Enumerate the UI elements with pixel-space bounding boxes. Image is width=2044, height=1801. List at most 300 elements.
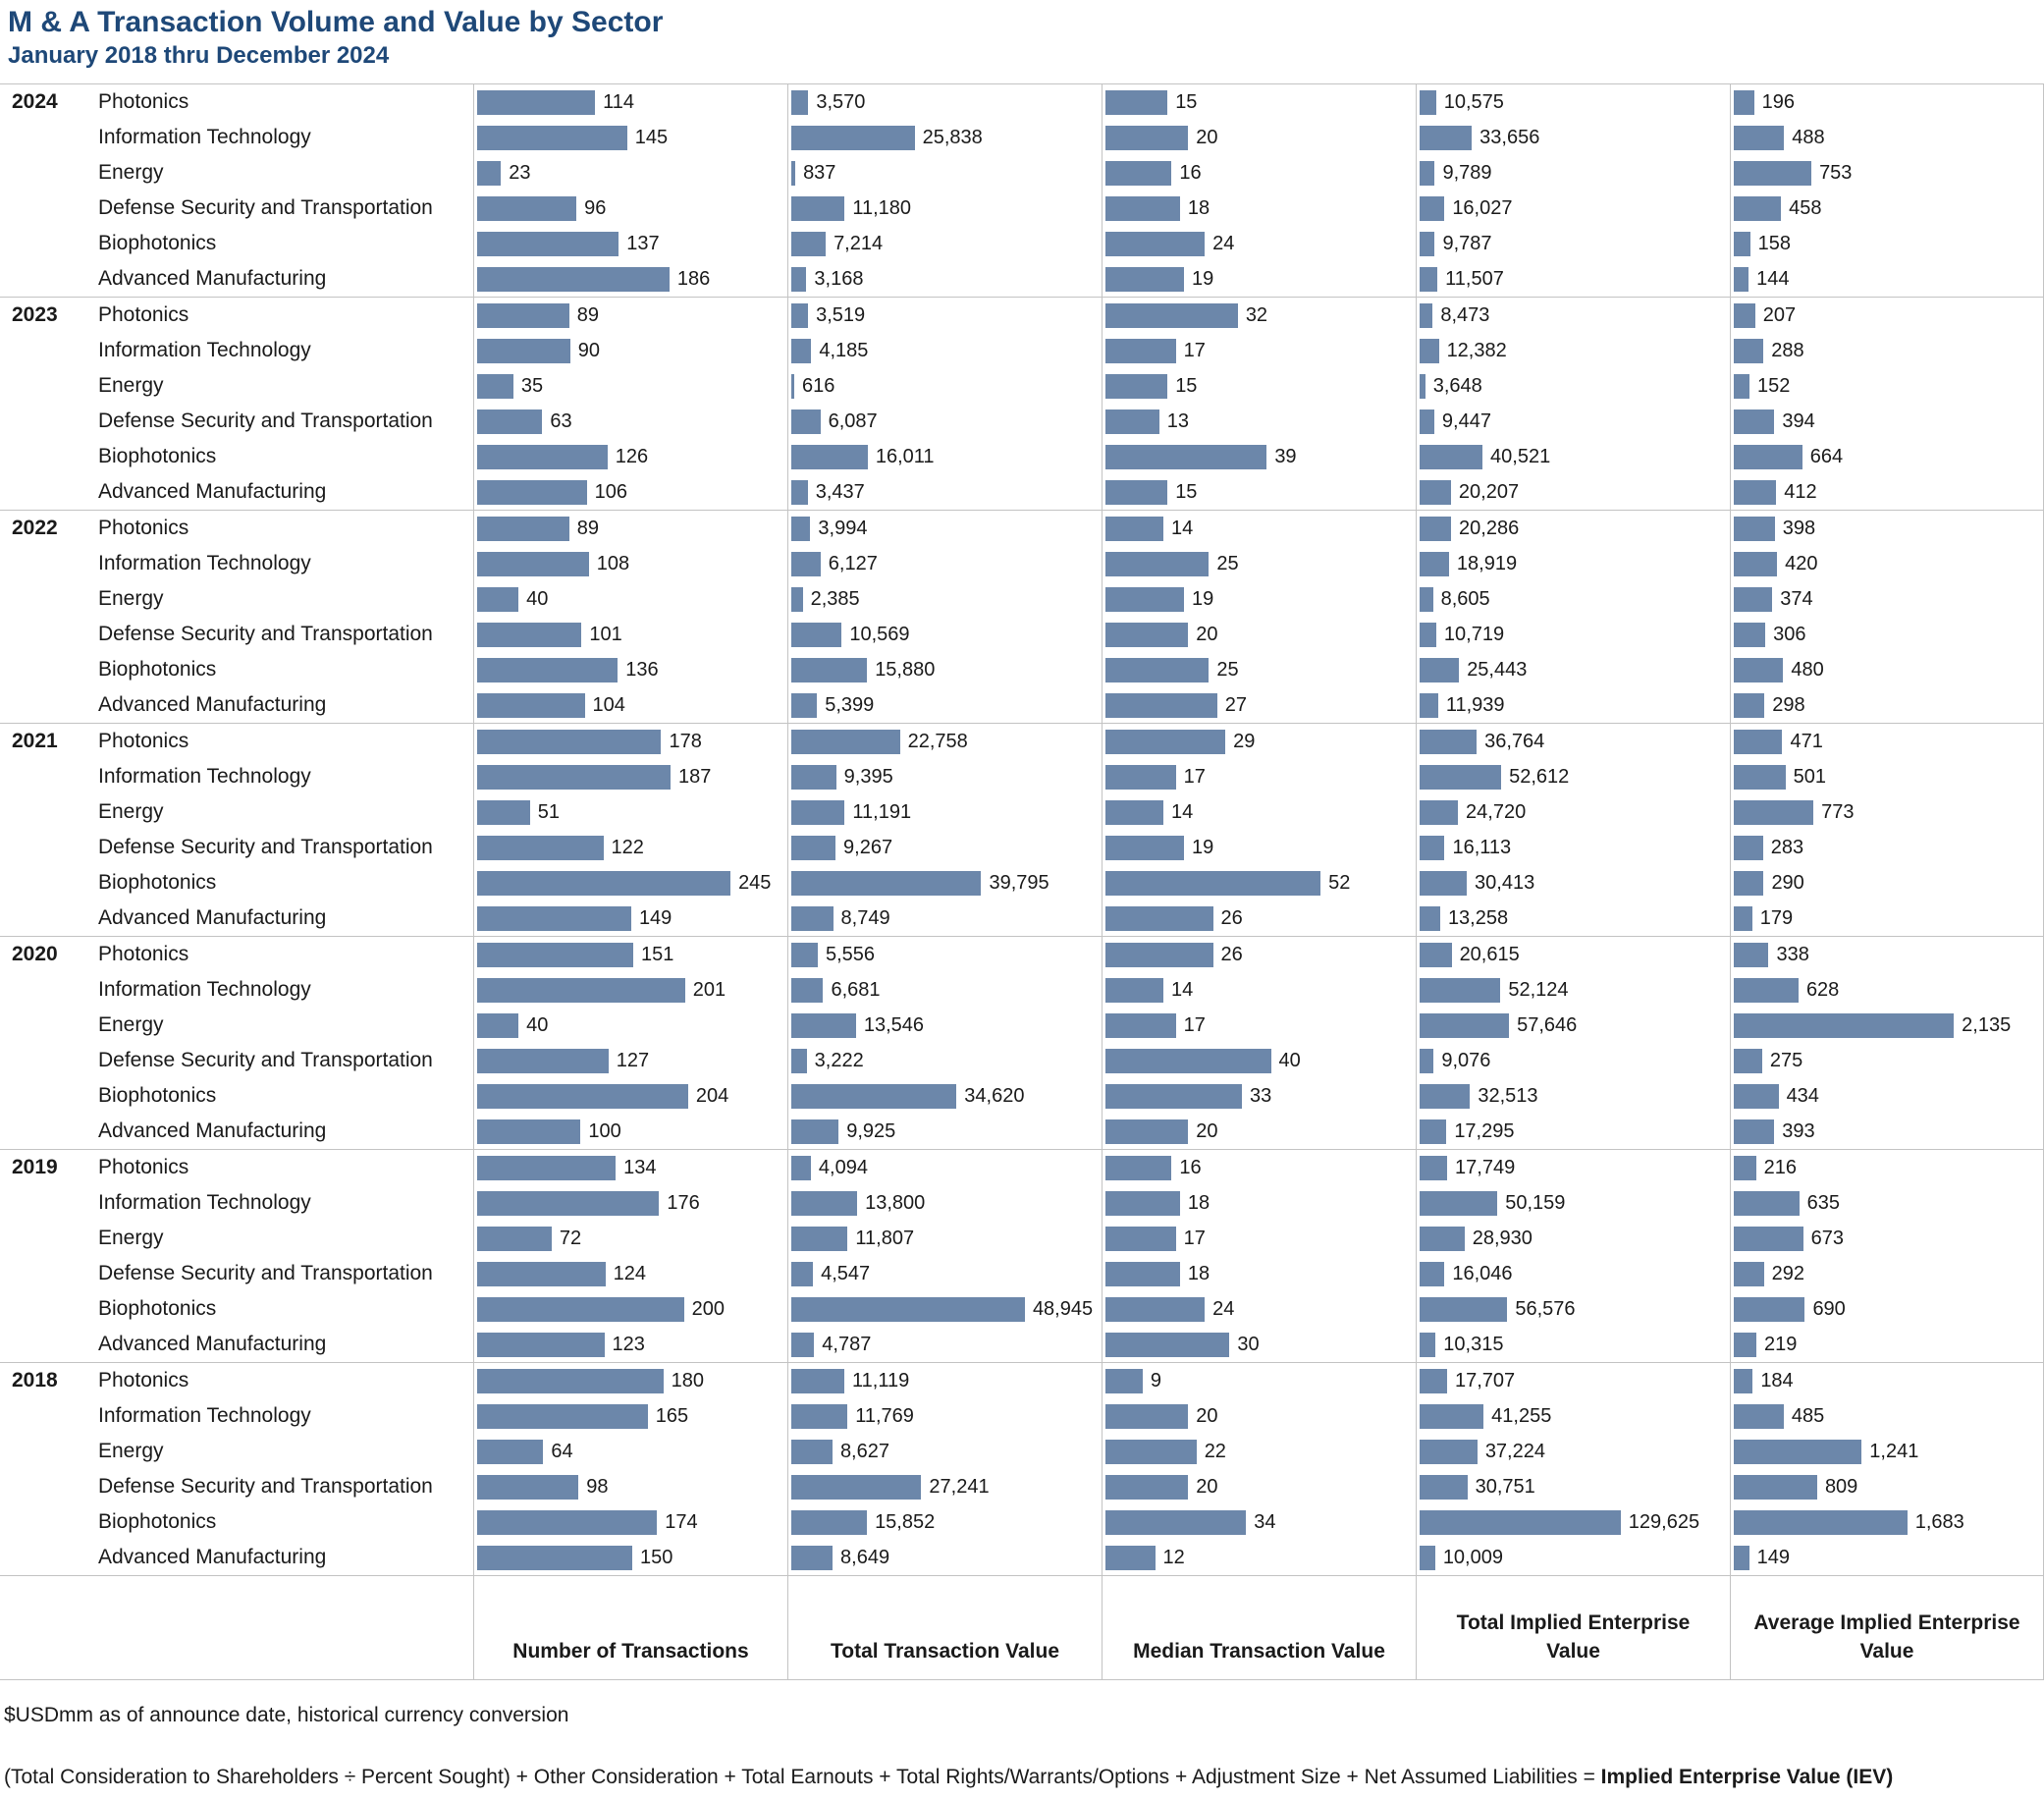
bar	[1105, 587, 1184, 612]
sector-label: Advanced Manufacturing	[98, 267, 327, 290]
metric-panel-cell	[473, 546, 787, 581]
bar	[1105, 267, 1184, 292]
bar-value-label: 5,556	[826, 943, 876, 965]
bar-value-label: 10,719	[1443, 623, 1505, 645]
sector-label: Biophotonics	[98, 232, 217, 254]
chart-row	[0, 1363, 2044, 1398]
bar-value-label: 20	[1196, 1475, 1218, 1498]
year-label: 2018	[12, 1369, 58, 1392]
bar-value-label: 11,939	[1445, 693, 1505, 716]
metric-panel-cell	[1416, 191, 1730, 226]
metric-panel-cell	[1730, 724, 2044, 759]
bar	[477, 693, 585, 718]
bar	[477, 1404, 648, 1429]
bar	[1734, 1119, 1774, 1144]
bar-value-label: 292	[1771, 1262, 1805, 1284]
bar-value-label: 2,135	[1962, 1013, 2012, 1036]
metric-panel-cell	[1102, 759, 1416, 794]
metric-panel-cell	[1102, 261, 1416, 297]
bar-value-label: 283	[1770, 836, 1804, 858]
bar-value-label: 4,787	[822, 1333, 872, 1355]
metric-panel-cell	[1416, 333, 1730, 368]
bar-value-label: 114	[603, 90, 634, 113]
bar-value-label: 9,789	[1442, 161, 1492, 184]
bar	[1734, 906, 1752, 931]
bar-value-label: 17,707	[1454, 1369, 1516, 1392]
bar	[791, 552, 821, 576]
bar-value-label: 15,880	[875, 658, 936, 681]
bar	[477, 1369, 664, 1393]
metric-panel-cell	[1102, 581, 1416, 617]
metric-panel-cell	[1102, 298, 1416, 333]
bar-value-label: 25	[1216, 552, 1239, 574]
metric-panel-cell	[1102, 617, 1416, 652]
bar-value-label: 100	[588, 1119, 621, 1142]
metric-panel-cell	[787, 1363, 1102, 1398]
metric-panel-cell	[1730, 1114, 2044, 1149]
bar-value-label: 32	[1245, 303, 1268, 326]
metric-panel-cell	[473, 581, 787, 617]
bar	[1420, 943, 1452, 967]
bar-value-label: 9,395	[843, 765, 893, 788]
bar	[1734, 517, 1775, 541]
bar-value-label: 11,119	[852, 1369, 910, 1392]
bar	[791, 1119, 838, 1144]
bar-value-label: 25,443	[1467, 658, 1528, 681]
chart-grid	[0, 83, 2044, 1680]
year-block-2018	[0, 1363, 2044, 1576]
bar	[1734, 552, 1777, 576]
bar-value-label: 6,681	[831, 978, 881, 1001]
bar-value-label: 18,919	[1456, 552, 1518, 574]
bar-value-label: 6,127	[828, 552, 878, 574]
metric-header-cell	[473, 1576, 787, 1679]
metric-panel-cell	[1102, 724, 1416, 759]
metric-panel-cell	[787, 900, 1102, 936]
metric-panel-cell	[787, 298, 1102, 333]
bar-value-label: 98	[586, 1475, 609, 1498]
bar-value-label: 176	[667, 1191, 700, 1214]
year-block-2022	[0, 511, 2044, 724]
bar	[477, 1475, 578, 1500]
sector-label: Information Technology	[98, 978, 311, 1001]
chart-row	[0, 1469, 2044, 1504]
bar-value-label: 15	[1175, 90, 1198, 113]
bar-value-label: 13	[1166, 409, 1190, 432]
metric-panel-cell	[1730, 1256, 2044, 1291]
sector-label: Energy	[98, 1227, 164, 1249]
bar-value-label: 809	[1824, 1475, 1858, 1498]
metric-panel-cell	[1102, 1504, 1416, 1540]
sector-label: Information Technology	[98, 1404, 311, 1427]
metric-panel-cell	[1730, 1185, 2044, 1221]
metric-panel-cell	[473, 191, 787, 226]
bar-value-label: 398	[1782, 517, 1816, 539]
bar	[477, 90, 595, 115]
metric-panel-cell	[1102, 155, 1416, 191]
metric-panel-cell	[1730, 687, 2044, 723]
bar	[791, 1369, 844, 1393]
bar-value-label: 17	[1183, 1227, 1206, 1249]
chart-row	[0, 333, 2044, 368]
sector-label: Advanced Manufacturing	[98, 693, 327, 716]
metric-panel-cell	[1730, 794, 2044, 830]
year-block-2019	[0, 1150, 2044, 1363]
bar	[1420, 196, 1444, 221]
bar-value-label: 471	[1790, 730, 1823, 752]
bar	[791, 730, 900, 754]
bar	[477, 267, 670, 292]
bar-value-label: 773	[1821, 800, 1855, 823]
bar-value-label: 3,168	[814, 267, 864, 290]
metric-panel-cell	[1416, 972, 1730, 1008]
sector-label: Defense Security and Transportation	[98, 409, 433, 432]
bar	[1420, 1546, 1435, 1570]
metric-panel-cell	[1102, 865, 1416, 900]
sector-label: Advanced Manufacturing	[98, 1546, 327, 1568]
bar	[1105, 871, 1320, 896]
sector-label: Defense Security and Transportation	[98, 836, 433, 858]
bar-value-label: 127	[616, 1049, 650, 1071]
metric-panel-cell	[1730, 261, 2044, 297]
chart-row	[0, 1150, 2044, 1185]
metric-panel-cell	[787, 155, 1102, 191]
bar-value-label: 6,087	[828, 409, 878, 432]
metric-panel-cell	[787, 1078, 1102, 1114]
bar-value-label: 30,413	[1475, 871, 1535, 894]
metric-panel-cell	[1102, 191, 1416, 226]
bar	[1105, 1049, 1271, 1073]
metric-panel-cell	[1102, 511, 1416, 546]
bar-value-label: 14	[1170, 978, 1194, 1001]
bar-value-label: 122	[611, 836, 644, 858]
bar-value-label: 16	[1179, 161, 1202, 184]
metric-panel-cell	[787, 724, 1102, 759]
metric-panel-cell	[473, 687, 787, 723]
bar-value-label: 9,447	[1441, 409, 1491, 432]
bar-value-label: 9,267	[843, 836, 893, 858]
bar-value-label: 480	[1791, 658, 1824, 681]
metric-panel-cell	[1730, 333, 2044, 368]
bar-value-label: 17	[1183, 1013, 1206, 1036]
bar	[1420, 978, 1500, 1003]
metric-panel-cell	[473, 794, 787, 830]
bar-value-label: 22,758	[907, 730, 968, 752]
bar-value-label: 179	[1759, 906, 1794, 929]
metric-panel-cell	[1730, 1469, 2044, 1504]
chart-row	[0, 865, 2044, 900]
metric-panel-cell	[1416, 865, 1730, 900]
metric-panel-cell	[787, 191, 1102, 226]
bar	[1420, 1119, 1446, 1144]
bar-value-label: 56,576	[1515, 1297, 1576, 1320]
bar-value-label: 40	[1278, 1049, 1301, 1071]
footnote-formula-bold: Implied Enterprise Value (IEV)	[1600, 1766, 1894, 1788]
bar-value-label: 27	[1224, 693, 1247, 716]
metric-panel-cell	[1730, 84, 2044, 120]
metric-panel-cell	[1102, 226, 1416, 261]
bar	[791, 1156, 811, 1180]
bar-value-label: 374	[1780, 587, 1813, 610]
sector-label: Energy	[98, 1440, 164, 1462]
bar	[791, 1510, 867, 1535]
bar-value-label: 4,185	[819, 339, 869, 361]
bar-value-label: 18	[1187, 1262, 1210, 1284]
bar-value-label: 306	[1773, 623, 1806, 645]
bar-value-label: 12	[1162, 1546, 1185, 1568]
bar-value-label: 50,159	[1505, 1191, 1566, 1214]
bar	[791, 1013, 856, 1038]
sector-label: Information Technology	[98, 765, 311, 788]
metric-panel-cell	[473, 652, 787, 687]
bar-value-label: 72	[559, 1227, 582, 1249]
bar-value-label: 434	[1786, 1084, 1819, 1107]
bar-value-label: 26	[1220, 943, 1243, 965]
metric-panel-cell	[473, 404, 787, 439]
bar-value-label: 20,615	[1459, 943, 1520, 965]
bar-value-label: 52,124	[1508, 978, 1569, 1001]
bar-value-label: 20	[1196, 623, 1218, 645]
bar	[791, 339, 811, 363]
metric-panel-cell	[1102, 794, 1416, 830]
year-column-spacer	[0, 1576, 90, 1679]
bar-value-label: 126	[615, 445, 649, 467]
metric-panel-cell	[1416, 1078, 1730, 1114]
bar	[1734, 1333, 1756, 1357]
metric-panel-cell	[473, 298, 787, 333]
bar	[791, 1440, 833, 1464]
bar	[791, 693, 817, 718]
bar	[1105, 836, 1184, 860]
bar-value-label: 8,605	[1440, 587, 1490, 610]
metric-panel-cell	[1416, 1398, 1730, 1434]
chart-row	[0, 581, 2044, 617]
bar	[1734, 1475, 1817, 1500]
metric-panel-cell	[1730, 1043, 2044, 1078]
chart-row	[0, 1434, 2044, 1469]
sector-label: Biophotonics	[98, 1297, 217, 1320]
metric-panel-cell	[1102, 1327, 1416, 1362]
metric-panel-cell	[1730, 900, 2044, 936]
bar-value-label: 174	[665, 1510, 698, 1533]
bar	[1105, 978, 1163, 1003]
bar	[1105, 90, 1167, 115]
bar	[477, 126, 627, 150]
bar	[477, 1297, 684, 1322]
bar	[1105, 517, 1163, 541]
bar-value-label: 458	[1789, 196, 1822, 219]
year-label: 2023	[12, 303, 58, 326]
bar-value-label: 134	[623, 1156, 657, 1178]
metric-panel-cell	[1730, 155, 2044, 191]
bar	[1105, 800, 1163, 825]
bar	[1734, 1049, 1762, 1073]
year-label: 2020	[12, 943, 58, 965]
bar	[791, 906, 834, 931]
metric-panel-cell	[787, 937, 1102, 972]
sector-label: Biophotonics	[98, 1510, 217, 1533]
bar	[791, 161, 795, 186]
bar	[1105, 906, 1213, 931]
bar-value-label: 3,222	[814, 1049, 864, 1071]
chart-row	[0, 1291, 2044, 1327]
bar-value-label: 7,214	[834, 232, 884, 254]
metric-panel-cell	[1102, 937, 1416, 972]
metric-panel-cell	[1416, 1504, 1730, 1540]
bar	[791, 1404, 847, 1429]
bar	[1734, 1404, 1784, 1429]
bar-value-label: 149	[1756, 1546, 1791, 1568]
bar	[477, 800, 530, 825]
bar-value-label: 178	[669, 730, 702, 752]
metric-panel-cell	[787, 1008, 1102, 1043]
bar	[791, 623, 841, 647]
bar-value-label: 11,769	[855, 1404, 914, 1427]
bar-value-label: 40,521	[1490, 445, 1551, 467]
bar-value-label: 16,011	[875, 445, 935, 467]
bar-value-label: 298	[1772, 693, 1805, 716]
bar-value-label: 13,800	[865, 1191, 926, 1214]
bar	[477, 303, 569, 328]
bar	[1105, 161, 1171, 186]
bar	[1734, 303, 1755, 328]
bar	[1420, 693, 1438, 718]
metric-panel-cell	[1102, 1221, 1416, 1256]
bar-value-label: 26	[1220, 906, 1243, 929]
bar	[791, 126, 915, 150]
metric-panel-cell	[787, 1291, 1102, 1327]
bar	[477, 1084, 688, 1109]
chart-row	[0, 511, 2044, 546]
bar-value-label: 16,113	[1452, 836, 1512, 858]
sector-label: Information Technology	[98, 339, 311, 361]
bar-value-label: 39	[1274, 445, 1297, 467]
bar-value-label: 187	[677, 765, 712, 788]
bar	[477, 587, 518, 612]
metric-panel-cell	[473, 865, 787, 900]
bar	[791, 978, 823, 1003]
bar-value-label: 48,945	[1032, 1297, 1094, 1320]
bar-value-label: 17	[1183, 339, 1206, 361]
sector-label: Biophotonics	[98, 1084, 217, 1107]
metric-panel-cell	[1730, 120, 2044, 155]
metric-panel-cell	[1730, 937, 2044, 972]
sector-label: Defense Security and Transportation	[98, 1262, 433, 1284]
metric-panel-cell	[1416, 652, 1730, 687]
metric-panel-cell	[1416, 1540, 1730, 1575]
bar	[791, 1049, 807, 1073]
bar	[1734, 1510, 1908, 1535]
bar	[1420, 658, 1459, 682]
metric-panel-cell	[787, 1043, 1102, 1078]
bar-value-label: 412	[1784, 480, 1817, 503]
footnote-formula	[4, 1763, 2032, 1792]
bar	[1420, 1191, 1497, 1216]
sector-label: Energy	[98, 587, 164, 610]
metric-panel-cell	[1102, 652, 1416, 687]
metric-panel-cell	[1730, 191, 2044, 226]
chart-row	[0, 404, 2044, 439]
bar-value-label: 616	[801, 374, 835, 397]
chart-row	[0, 1078, 2044, 1114]
bar-value-label: 20	[1196, 1404, 1218, 1427]
metric-panel-cell	[787, 511, 1102, 546]
bar-value-label: 33	[1250, 1084, 1272, 1107]
bar-value-label: 20,207	[1458, 480, 1520, 503]
footnote-formula-text: (Total Consideration to Shareholders ÷ Percent Sought) + Other Consideration + Total Earnouts + Total Rights/Warrants/Options + Adjustment Size + Net Assumed Liabilities =	[4, 1766, 1601, 1788]
metric-panel-cell	[1730, 1327, 2044, 1362]
metric-panel-cell	[787, 1398, 1102, 1434]
metric-panel-cell	[1730, 1008, 2044, 1043]
bar	[477, 1119, 580, 1144]
metric-panel-cell	[473, 474, 787, 510]
metric-panel-cell	[787, 581, 1102, 617]
metric-panel-cell	[1416, 1008, 1730, 1043]
bar	[1105, 1156, 1171, 1180]
bar	[1105, 552, 1209, 576]
bar	[1734, 1084, 1779, 1109]
bar	[1105, 730, 1225, 754]
metric-panel-cell	[1102, 439, 1416, 474]
bar-value-label: 186	[676, 267, 711, 290]
bar-value-label: 15,852	[875, 1510, 936, 1533]
bar-value-label: 837	[803, 161, 836, 184]
bar	[1734, 623, 1765, 647]
bar	[477, 1262, 606, 1286]
metric-panel-cell	[1102, 1150, 1416, 1185]
chart-row	[0, 84, 2044, 120]
bar	[1420, 906, 1440, 931]
metric-panel-cell	[473, 900, 787, 936]
metric-panel-cell	[1416, 724, 1730, 759]
bar	[1105, 339, 1176, 363]
bar-value-label: 24	[1212, 232, 1235, 254]
metric-panel-cell	[787, 1469, 1102, 1504]
bar-value-label: 3,570	[816, 90, 866, 113]
metric-panel-cell	[1416, 937, 1730, 972]
metric-panel-cell	[1730, 298, 2044, 333]
metric-panel-cell	[1102, 546, 1416, 581]
bar	[1420, 1440, 1478, 1464]
bar-value-label: 690	[1812, 1297, 1846, 1320]
bar-value-label: 150	[640, 1546, 673, 1568]
metric-panel-cell	[473, 830, 787, 865]
bar-value-label: 200	[691, 1297, 726, 1320]
bar	[791, 943, 818, 967]
sector-label: Energy	[98, 374, 164, 397]
bar	[1105, 1084, 1242, 1109]
chart-row	[0, 617, 2044, 652]
bar	[1734, 1013, 1954, 1038]
bar	[1105, 1297, 1205, 1322]
bar	[1420, 409, 1434, 434]
metric-panel-cell	[1102, 1043, 1416, 1078]
bar-value-label: 216	[1763, 1156, 1798, 1178]
bar-value-label: 2,385	[810, 587, 860, 610]
bar-value-label: 129,625	[1628, 1510, 1700, 1533]
chart-row	[0, 191, 2044, 226]
metric-panel-cell	[787, 794, 1102, 830]
bar	[791, 658, 867, 682]
bar	[791, 303, 808, 328]
bar	[477, 480, 587, 505]
bar	[477, 623, 581, 647]
bar	[1105, 943, 1213, 967]
bar	[1734, 871, 1763, 896]
chart-row	[0, 972, 2044, 1008]
bar	[477, 1510, 657, 1535]
metric-panel-cell	[1730, 759, 2044, 794]
